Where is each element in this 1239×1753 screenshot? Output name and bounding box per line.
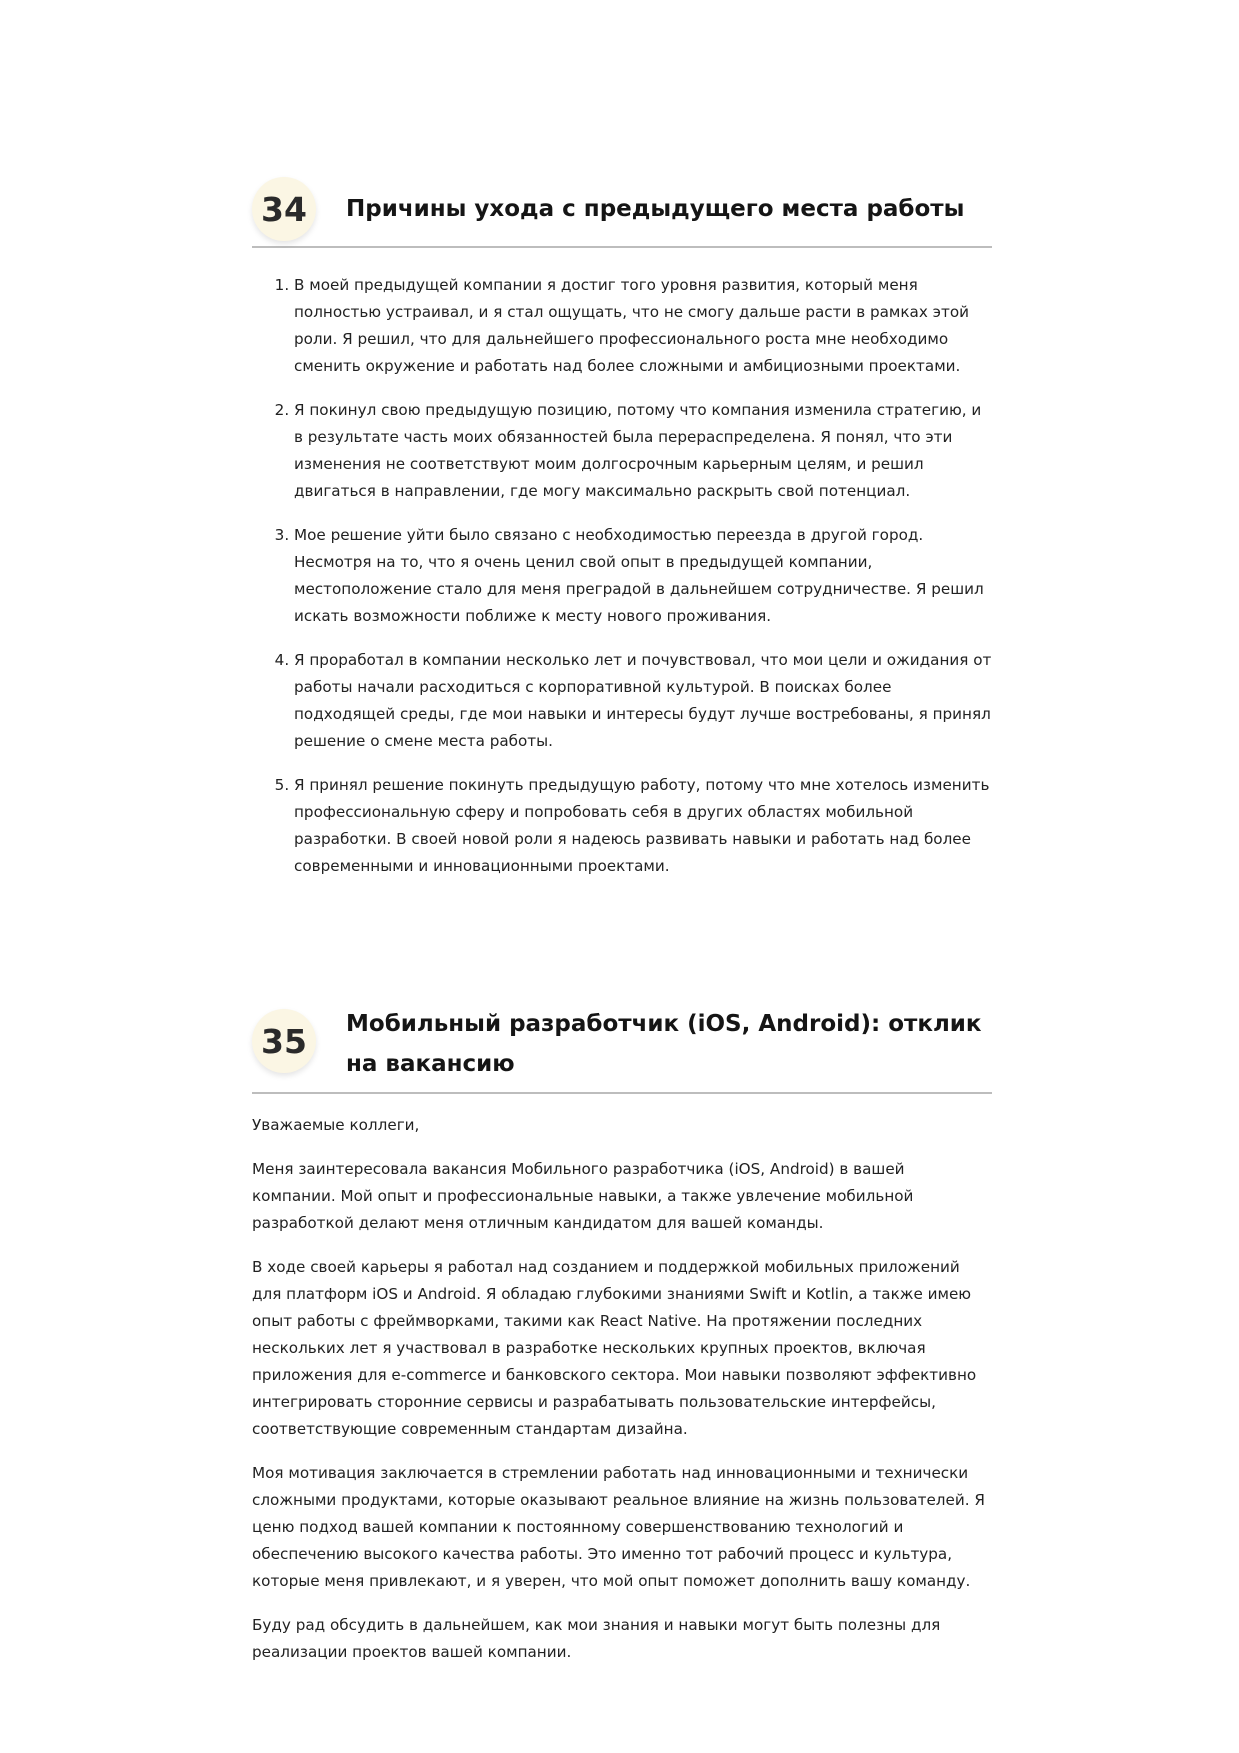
letter-paragraph: Моя мотивация заключается в стремлении работать над инновационными и технически сложными продуктами, которые оказывают реальное влияние на жизнь пользователей. Я ценю подход вашей компании к постоянному совершенствованию технологий и обеспечению высокого качества работы. Это именно тот рабочий процесс и культура, которые меня привлекают, и я уверен, что мой опыт поможет дополнить вашу команду. [252,1464,985,1590]
section-35-header [252,998,992,1094]
section-title: Мобильный разработчик (iOS, Android): отклик на вакансию [346,1011,982,1077]
list-item: 3. Мое решение уйти было связано с необходимостью переезда в другой город. Несмотря на то, что я очень ценил свой опыт в предыдущей компании, местоположение стало для меня преградой в дальнейшем сотрудничестве. Я решил искать возможности поближе к месту нового проживания. [294,522,992,630]
list-item: 2. Я покинул свою предыдущую позицию, потому что компания изменила стратегию, и в результате часть моих обязанностей была перераспределена. Я понял, что эти изменения не соответствуют моим долгосрочным карьерным целям, и решил двигаться в направлении, где могу максимально раскрыть свой потенциал. [294,397,992,505]
list-item: 5. Я принял решение покинуть предыдущую работу, потому что мне хотелось изменить профессиональную сферу и попробовать себя в других областях мобильной разработки. В своей новой роли я надеюсь развивать навыки и работать над более современными и инновационными проектами. [294,772,992,880]
section-34-header [252,160,992,248]
section-number-badge: 35 [252,1009,316,1073]
letter-paragraph: Уважаемые коллеги, [252,1116,420,1134]
letter-paragraph: Буду рад обсудить в дальнейшем, как мои знания и навыки могут быть полезны для реализации проектов вашей компании. [252,1616,941,1661]
document-page [252,0,992,1753]
letter-paragraph: Меня заинтересовала вакансия Мобильного разработчика (iOS, Android) в вашей компании. Мой опыт и профессиональные навыки, а также увлечение мобильной разработкой делают меня отличным кандидатом для вашей команды. [252,1160,914,1232]
letter-paragraph: В ходе своей карьеры я работал над созданием и поддержкой мобильных приложений для платформ iOS и Android. Я обладаю глубокими знаниями Swift и Kotlin, а также имею опыт работы с фреймворками, такими как React Native. На протяжении последних нескольких лет я участвовал в разработке нескольких крупных проектов, включая приложения для e-commerce и банковского сектора. Мои навыки позволяют эффективно интегрировать сторонние сервисы и разрабатывать пользовательские интерфейсы, соответствующие современным стандартам дизайна. [252,1258,977,1438]
reasons-list [252,272,992,897]
cover-letter [252,1112,992,1683]
section-number-badge: 34 [252,177,316,241]
list-item: 4. Я проработал в компании несколько лет и почувствовал, что мои цели и ожидания от работы начали расходиться с корпоративной культурой. В поисках более подходящей среды, где мои навыки и интересы будут лучше востребованы, я принял решение о смене места работы. [294,647,992,755]
section-title: Причины ухода с предыдущего места работы [346,196,965,222]
list-item: 1. В моей предыдущей компании я достиг того уровня развития, который меня полностью устраивал, и я стал ощущать, что не смогу дальше расти в рамках этой роли. Я решил, что для дальнейшего профессионального роста мне необходимо сменить окружение и работать над более сложными и амбициозными проектами. [294,272,992,380]
